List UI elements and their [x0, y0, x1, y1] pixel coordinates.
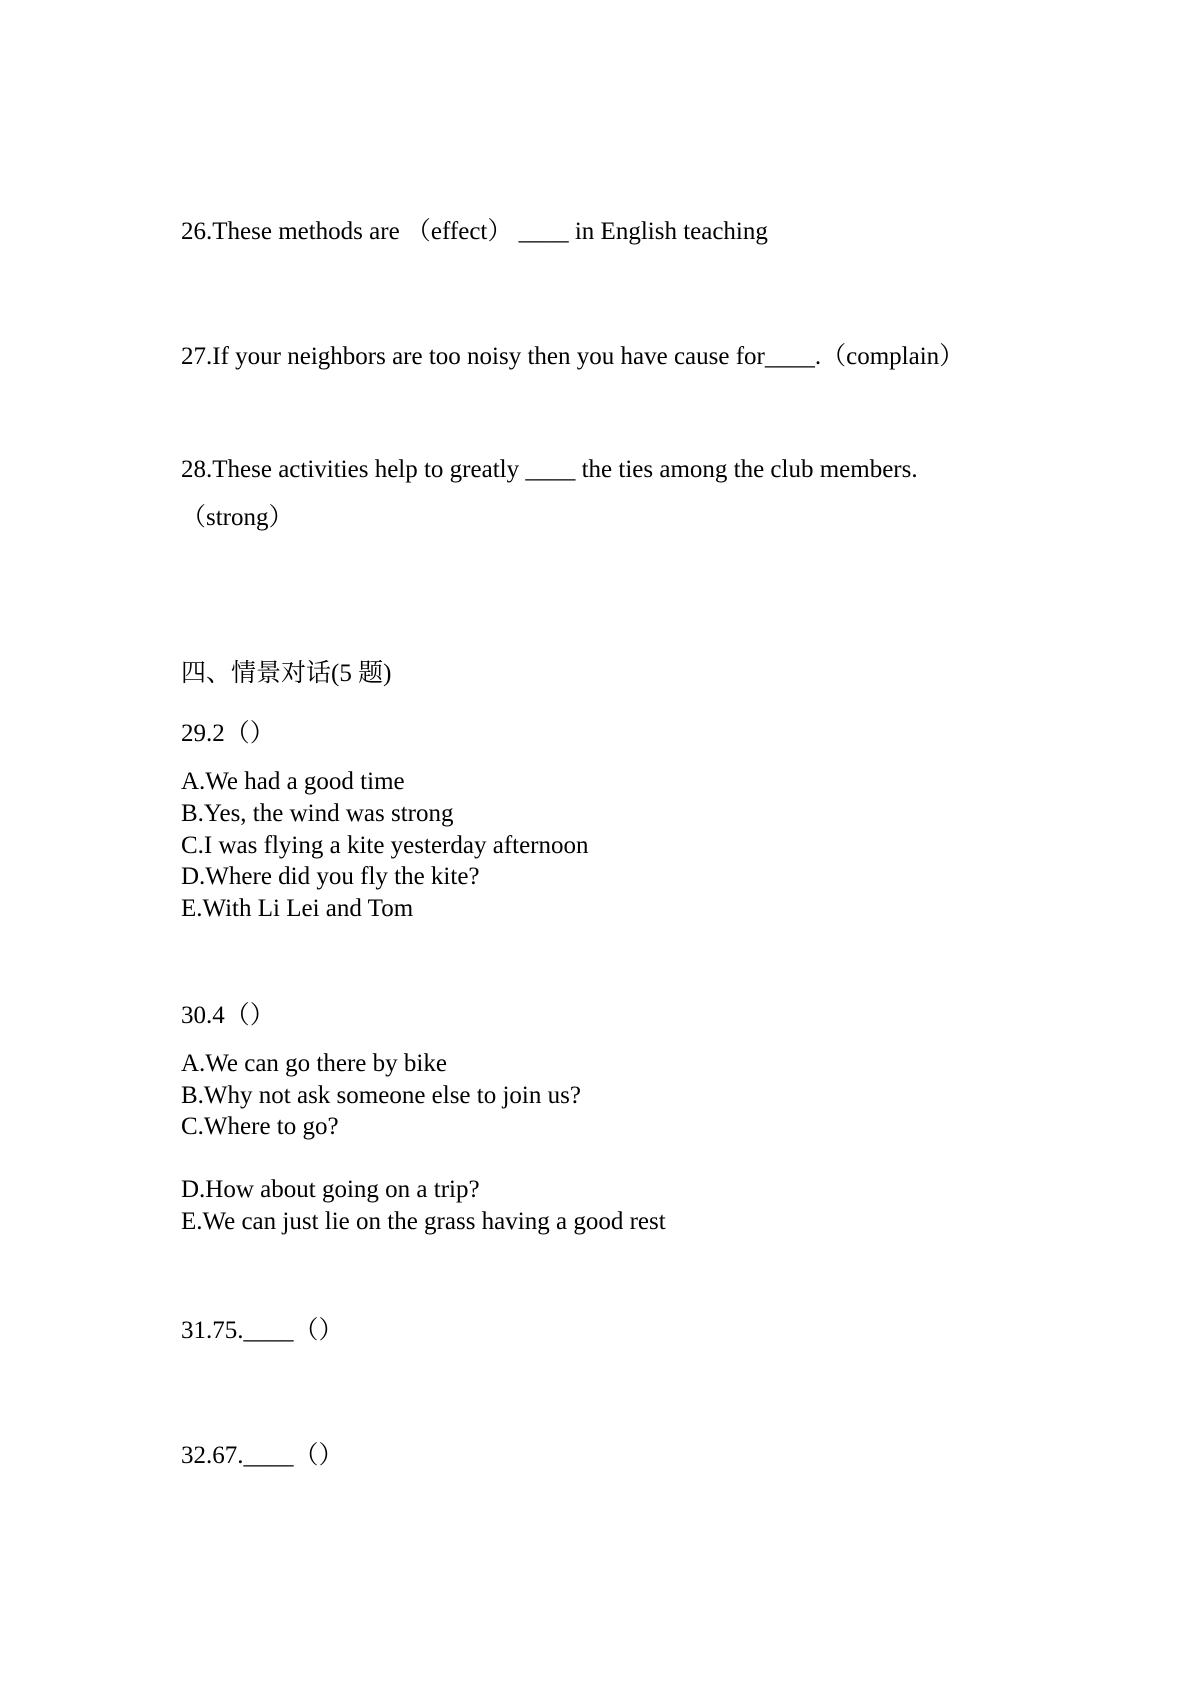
option-e: E.We can just lie on the grass having a good rest — [181, 1208, 666, 1235]
question-26: 26.These methods are （effect） ____ in English teaching — [181, 218, 768, 245]
question-27: 27.If your neighbors are too noisy then you have cause for____.（complain） — [181, 343, 965, 370]
option-d: D.Where did you fly the kite? — [181, 863, 480, 890]
option-e: E.With Li Lei and Tom — [181, 895, 414, 922]
question-28-line-1: 28.These activities help to greatly ____ the ties among the club members. — [181, 456, 918, 483]
option-a: A.We had a good time — [181, 768, 405, 795]
option-b: B.Why not ask someone else to join us? — [181, 1082, 581, 1109]
option-c: C.Where to go? — [181, 1113, 339, 1140]
question-29-stem: 29.2（） — [181, 720, 275, 747]
section-4-heading: 四、情景对话(5 题) — [181, 660, 392, 687]
option-a: A.We can go there by bike — [181, 1050, 447, 1077]
option-d: D.How about going on a trip? — [181, 1176, 480, 1203]
question-30-stem: 30.4（） — [181, 1002, 275, 1029]
option-c: C.I was flying a kite yesterday afternoon — [181, 832, 589, 859]
question-28-line-2: （strong） — [181, 504, 294, 531]
question-31: 31.75.____（） — [181, 1317, 344, 1344]
option-b: B.Yes, the wind was strong — [181, 800, 454, 827]
question-32: 32.67.____（） — [181, 1442, 344, 1469]
